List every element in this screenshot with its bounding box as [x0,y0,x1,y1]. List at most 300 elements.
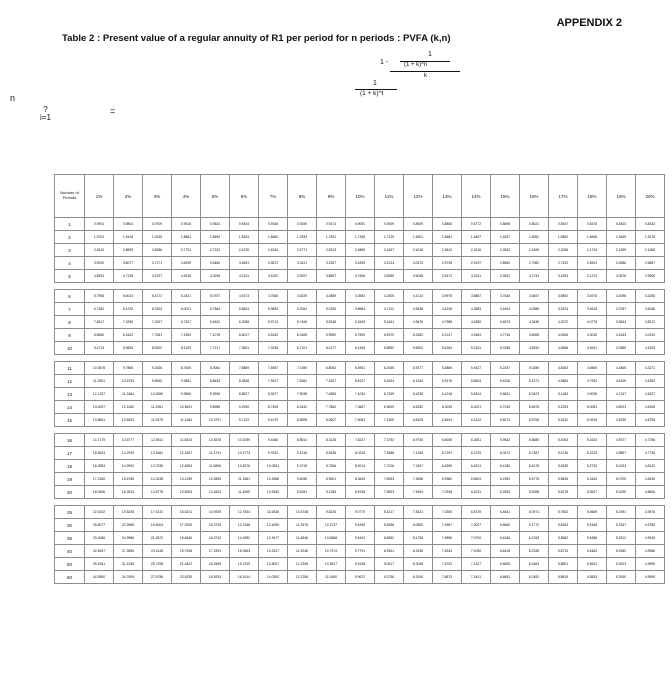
pvfa-value-cell: 14.4982 [230,532,259,545]
pvfa-value-cell: 5.0757 [201,290,230,303]
pvfa-value-cell: 5.7864 [201,303,230,316]
pvfa-value-cell: 8.8552 [375,532,404,545]
period-cell: 18 [55,460,85,473]
pvfa-value-cell: 6.1982 [491,473,520,486]
pvfa-value-cell: 8.9826 [114,342,143,355]
pvfa-value-cell: 4.4506 [549,329,578,342]
table-row [55,519,665,532]
pvfa-value-cell: 7.6752 [433,558,462,571]
pvfa-value-cell: 2.7232 [201,244,230,257]
pvfa-value-cell: 5.8294 [549,519,578,532]
pvfa-value-cell: 22.6235 [172,571,201,584]
pvfa-value-cell: 9.2950 [230,401,259,414]
pvfa-value-cell: 2.5771 [288,244,317,257]
pvfa-value-cell: 0.9804 [114,218,143,231]
pvfa-value-cell: 9.9856 [172,388,201,401]
pvfa-value-cell: 22.0232 [85,506,114,519]
pvfa-value-cell: 7.7217 [201,342,230,355]
pvfa-value-cell: 4.7716 [491,329,520,342]
pvfa-value-cell: 14.2919 [114,447,143,460]
pvfa-value-cell: 11.2741 [201,447,230,460]
pvfa-value-cell: 6.1218 [433,388,462,401]
pvfa-value-cell: 3.9020 [85,257,114,270]
pvfa-value-cell: 5.6014 [114,290,143,303]
table-row [55,447,665,460]
pvfa-value-cell: 9.0770 [346,506,375,519]
pvfa-value-cell: 18.0456 [85,486,114,499]
pvfa-value-cell: 5.2337 [491,362,520,375]
pvfa-value-cell: 8.7455 [259,401,288,414]
pvfa-value-cell: 9.4269 [346,519,375,532]
sum-fraction-denominator: (1 + k)^t [360,90,384,97]
pvfa-value-cell: 5.3527 [578,486,607,499]
table-row [55,375,665,388]
pvfa-value-cell: 5.1009 [607,486,636,499]
pvfa-value-cell: 11.4699 [230,486,259,499]
pvfa-value-cell: 6.9819 [375,401,404,414]
pvfa-value-cell: 18.2559 [201,558,230,571]
rate-header: 14% [462,175,491,218]
pvfa-value-cell: 5.5370 [375,329,404,342]
pvfa-value-cell: 3.8115 [578,303,607,316]
period-cell: 35 [55,532,85,545]
pvfa-value-cell: 4.6105 [607,375,636,388]
pvfa-value-cell: 6.8399 [433,460,462,473]
pvfa-value-cell: 1.5465 [607,231,636,244]
pvfa-value-cell: 4.4226 [433,303,462,316]
pvfa-value-cell: 4.9095 [578,388,607,401]
pvfa-value-cell: 7.1078 [201,329,230,342]
pvfa-value-cell: 0.8772 [462,218,491,231]
pvfa-value-cell: 4.4941 [578,342,607,355]
pvfa-value-cell: 4.1114 [404,290,433,303]
pvfa-value-cell: 3.6847 [520,290,549,303]
pvfa-value-cell: 4.9676 [404,316,433,329]
pvfa-value-cell: 5.7662 [549,506,578,519]
pvfa-value-cell: 2.2096 [549,244,578,257]
pvfa-value-cell: 7.4694 [404,486,433,499]
pvfa-value-cell: 11.0480 [317,571,346,584]
pvfa-value-cell: 5.0286 [520,362,549,375]
pvfa-value-cell: 6.7327 [172,316,201,329]
pvfa-value-cell: 7.1050 [462,545,491,558]
pvfa-value-cell: 7.9038 [288,388,317,401]
pvfa-value-cell: 4.9995 [636,558,665,571]
rate-header: 12% [404,175,433,218]
pvfa-value-cell: 6.6231 [462,486,491,499]
pvfa-value-cell: 3.8887 [462,290,491,303]
pvfa-value-cell: 6.2469 [288,329,317,342]
pvfa-value-cell: 4.8364 [549,362,578,375]
pvfa-value-cell: 5.6685 [520,434,549,447]
pvfa-value-cell: 4.2305 [375,290,404,303]
pvfa-value-cell: 6.4632 [201,316,230,329]
rate-header: 9% [317,175,346,218]
pvfa-value-cell: 7.5361 [288,375,317,388]
pvfa-value-cell: 1.5656 [578,231,607,244]
period-cell: 19 [55,473,85,486]
pvfa-value-cell: 7.0700 [462,532,491,545]
pvfa-value-cell: 4.9476 [636,506,665,519]
pvfa-value-cell: 4.0310 [636,329,665,342]
pvfa-value-cell: 4.9377 [607,434,636,447]
pvfa-value-cell: 9.9540 [143,375,172,388]
period-cell: 16 [55,434,85,447]
pvfa-value-cell: 12.6593 [172,460,201,473]
pvfa-value-cell: 6.7499 [375,388,404,401]
pvfa-value-cell: 5.0700 [607,473,636,486]
pvfa-value-cell: 6.1772 [520,519,549,532]
pvfa-value-cell: 5.3282 [404,329,433,342]
pvfa-value-cell: 2.4437 [375,244,404,257]
pvfa-value-cell: 5.5482 [578,545,607,558]
pvfa-value-cell: 4.4873 [491,316,520,329]
pvfa-value-cell: 5.8474 [491,414,520,427]
table-row [55,414,665,427]
pvfa-value-cell: 5.4527 [462,362,491,375]
pvfa-value-cell: 10.3356 [259,473,288,486]
sigma-lower-limit: i=1 [40,113,51,122]
pvfa-value-cell: 9.9148 [346,558,375,571]
pvfa-value-cell: 3.6299 [172,257,201,270]
pvfa-value-cell: 7.2497 [404,460,433,473]
pvfa-value-cell: 18.9293 [201,571,230,584]
pvfa-value-cell: 5.5824 [230,303,259,316]
pvfa-value-cell: 10.5753 [114,375,143,388]
pvfa-value-cell: 7.7861 [143,329,172,342]
pvfa-value-cell: 11.2578 [288,519,317,532]
pvfa-value-cell: 3.4651 [230,257,259,270]
pvfa-value-cell: 2.6386 [607,257,636,270]
pvfa-value-cell: 7.1607 [317,375,346,388]
pvfa-value-cell: 39.1961 [85,558,114,571]
pvfa-value-cell: 11.9246 [288,545,317,558]
pvfa-value-cell: 15.6221 [172,506,201,519]
pvfa-value-cell: 7.0197 [143,316,172,329]
pvfa-value-cell: 5.2223 [578,447,607,460]
pvfa-value-cell: 12.4622 [201,486,230,499]
period-cell: 9 [55,329,85,342]
period-cell: 10 [55,342,85,355]
pvfa-value-cell: 3.7845 [491,290,520,303]
period-header: Number of Periods [55,175,85,218]
pvfa-value-cell: 4.2072 [549,316,578,329]
pvfa-value-cell: 4.7135 [114,270,143,283]
pvfa-value-cell: 7.7862 [317,401,346,414]
pvfa-value-cell: 5.2582 [607,545,636,558]
pvfa-value-cell: 6.3729 [462,447,491,460]
pvfa-value-cell: 14.0392 [259,571,288,584]
pvfa-value-cell: 31.4236 [114,558,143,571]
pvfa-value-cell: 8.3126 [317,434,346,447]
formula-outer-denominator: k [424,73,427,79]
pvfa-value-cell: 5.9288 [520,486,549,499]
pvfa-value-cell: 25.8077 [85,519,114,532]
pvfa-value-cell: 2.7751 [172,244,201,257]
period-cell: 30 [55,519,85,532]
pvfa-value-cell: 17.1591 [201,545,230,558]
table-row [55,401,665,414]
pvfa-value-cell: 8.8633 [201,375,230,388]
pvfa-value-cell: 5.8424 [462,388,491,401]
pvfa-value-cell: 2.9745 [433,257,462,270]
pvfa-value-cell: 4.3389 [607,342,636,355]
pvfa-value-cell: 7.0248 [433,486,462,499]
sum-fraction [355,80,400,102]
pvfa-value-cell: 7.5488 [375,447,404,460]
pvfa-value-cell: 6.2065 [375,362,404,375]
pvfa-value-cell: 4.6560 [578,362,607,375]
pvfa-value-cell: 3.0576 [607,270,636,283]
pvfa-value-cell: 1.9135 [143,231,172,244]
pvfa-value-cell: 10.4773 [230,447,259,460]
pvfa-value-cell: 2.2459 [520,244,549,257]
pvfa-value-cell: 0.8929 [404,218,433,231]
pvfa-value-cell: 10.3797 [201,414,230,427]
pvfa-value-cell: 16.1614 [230,571,259,584]
pvfa-value-cell: 7.4869 [317,388,346,401]
pvfa-value-cell: 6.4951 [346,362,375,375]
period-cell: 14 [55,401,85,414]
pvfa-value-cell: 11.6546 [288,532,317,545]
pvfa-value-cell: 12.9477 [259,532,288,545]
pvfa-value-cell: 5.5168 [578,519,607,532]
pvfa-value-cell: 7.3667 [346,401,375,414]
pvfa-value-cell: 9.8986 [201,401,230,414]
pvfa-value-cell: 1.7833 [288,231,317,244]
pvfa-value-cell: 7.1196 [404,447,433,460]
pvfa-value-cell: 7.4353 [172,329,201,342]
pvfa-value-cell: 2.4869 [346,244,375,257]
pvfa-value-cell: 18.6646 [172,532,201,545]
pvfa-value-cell: 2.7432 [549,257,578,270]
pvfa-value-cell: 11.1184 [172,414,201,427]
period-cell: 7 [55,303,85,316]
pvfa-value-cell: 5.5339 [549,460,578,473]
pvfa-value-cell: 9.6442 [346,532,375,545]
pvfa-value-cell: 5.0330 [317,303,346,316]
pvfa-value-cell: 16.3742 [201,532,230,545]
pvfa-value-cell: 3.9224 [549,303,578,316]
pvfa-value-cell: 4.7122 [375,303,404,316]
pvfa-value-cell: 13.0037 [85,401,114,414]
pvfa-value-cell: 13.8651 [85,414,114,427]
rate-header: 2% [114,175,143,218]
pvfa-value-cell: 0.9524 [201,218,230,231]
pvfa-value-cell: 5.9952 [317,329,346,342]
pvfa-value-cell: 2.3216 [462,244,491,257]
pvfa-value-cell: 11.6523 [172,434,201,447]
pvfa-value-cell: 0.8621 [520,218,549,231]
table-row [55,316,665,329]
pvfa-value-cell: 1.6681 [433,231,462,244]
pvfa-value-cell: 27.3555 [114,545,143,558]
pvfa-value-cell: 5.9176 [433,375,462,388]
pvfa-value-cell: 9.7791 [346,545,375,558]
period-cell: 60 [55,571,85,584]
pvfa-value-cell: 10.5668 [317,532,346,545]
pvfa-value-cell: 3.4976 [578,290,607,303]
pvfa-value-cell: 8.5302 [143,342,172,355]
pvfa-value-cell: 4.9464 [462,329,491,342]
pvfa-value-cell: 5.6869 [433,362,462,375]
rate-header: 19% [607,175,636,218]
group-spacer-cell [55,499,665,506]
pvfa-value-cell: 8.3240 [404,571,433,584]
pvfa-value-cell: 2.6243 [259,244,288,257]
pvfa-value-cell: 2.5313 [317,244,346,257]
rate-header: 16% [520,175,549,218]
pvfa-value-cell: 2.3612 [433,244,462,257]
pvfa-value-cell: 8.9511 [375,545,404,558]
pvfa-value-cell: 12.4090 [259,519,288,532]
pvfa-value-cell: 3.5172 [433,270,462,283]
pvfa-value-cell: 3.1024 [375,257,404,270]
pvfa-value-cell: 12.1337 [85,388,114,401]
pvfa-value-cell: 3.2397 [317,257,346,270]
pvfa-value-cell: 4.5797 [143,270,172,283]
pvfa-value-cell: 3.0373 [404,257,433,270]
pvfa-value-cell: 12.0853 [201,473,230,486]
pvfa-value-cell: 1.6052 [520,231,549,244]
pvfa-value-cell: 8.3064 [201,362,230,375]
pvfa-value-cell: 8.0607 [317,414,346,427]
pvfa-value-cell: 5.7955 [85,290,114,303]
pvfa-value-cell: 0.9009 [375,218,404,231]
pvfa-value-cell: 23.1148 [143,545,172,558]
pvfa-value-cell: 29.4086 [85,532,114,545]
pvfa-value-cell: 5.8775 [520,473,549,486]
pvfa-value-cell: 5.7466 [288,316,317,329]
pvfa-value-cell: 15.6785 [114,473,143,486]
pvfa-value-cell: 6.1280 [491,460,520,473]
pvfa-value-cell: 5.7245 [491,401,520,414]
pvfa-value-cell: 1.8080 [259,231,288,244]
pvfa-value-cell: 3.3255 [636,290,665,303]
formula-inner-denominator: (1 + k)^n [404,62,428,68]
rate-header: 7% [259,175,288,218]
pvfa-value-cell: 1.8594 [201,231,230,244]
period-cell: 15 [55,414,85,427]
pvfa-value-cell: 1.6257 [491,231,520,244]
rate-header: 3% [143,175,172,218]
table-row [55,388,665,401]
pvfa-value-cell: 6.6418 [491,545,520,558]
period-cell: 12 [55,375,85,388]
pvfa-value-cell: 8.2014 [346,460,375,473]
pvfa-value-cell: 13.7648 [230,519,259,532]
pvfa-value-cell: 10.0591 [259,460,288,473]
pvfa-value-cell: 7.8869 [230,362,259,375]
pvfa-value-cell: 9.1079 [259,414,288,427]
pvfa-value-cell: 5.8801 [549,558,578,571]
pvfa-value-cell: 15.0463 [230,545,259,558]
pvfa-value-cell: 8.7605 [172,362,201,375]
pvfa-value-cell: 11.2961 [143,401,172,414]
pvfa-value-cell: 8.7556 [317,460,346,473]
pvfa-value-cell: 5.5755 [520,414,549,427]
pvfa-value-cell: 6.6166 [491,532,520,545]
pvfa-value-cell: 5.6603 [462,375,491,388]
pvfa-value-cell: 5.5845 [549,473,578,486]
pvfa-value-cell: 6.4624 [433,414,462,427]
pvfa-value-cell: 7.3601 [230,342,259,355]
pvfa-value-cell: 5.5831 [491,388,520,401]
pvfa-value-cell: 5.1971 [520,375,549,388]
pvfa-value-cell: 5.7487 [520,447,549,460]
group-spacer-cell [55,427,665,434]
pvfa-value-cell: 2.6730 [230,244,259,257]
pvfa-value-cell: 6.0021 [462,401,491,414]
pvfa-value-cell: 7.9633 [375,486,404,499]
pvfa-value-cell: 13.1339 [172,473,201,486]
pvfa-value-cell: 7.1327 [462,558,491,571]
rate-header: 6% [230,175,259,218]
table-row [55,486,665,499]
pvfa-value-cell: 4.3271 [636,362,665,375]
pvfa-value-cell: 11.6536 [259,506,288,519]
pvfa-value-cell: 13.5777 [114,434,143,447]
table-row [55,231,665,244]
pvfa-value-cell: 5.4053 [549,434,578,447]
pvfa-value-cell: 10.5631 [172,401,201,414]
pvfa-value-cell: 0.8547 [549,218,578,231]
pvfa-value-cell: 5.6278 [549,486,578,499]
table-row [55,460,665,473]
formula-one-minus: 1 - [380,59,389,66]
appendix-label: APPENDIX 2 [556,17,622,29]
pvfa-value-cell: 0.9091 [346,218,375,231]
pvfa-value-cell: 8.4217 [375,506,404,519]
pvfa-value-cell: 5.8582 [549,532,578,545]
pvfa-value-cell: 4.6389 [462,316,491,329]
pvfa-value-cell: 4.9884 [549,375,578,388]
pvfa-value-cell: 19.5235 [114,506,143,519]
pvfa-value-cell: 7.4957 [433,519,462,532]
pvfa-value-cell: 6.6039 [433,434,462,447]
table-row [55,244,665,257]
table-row [55,270,665,283]
pvfa-value-cell: 5.0081 [578,401,607,414]
period-cell: 11 [55,362,85,375]
table-body [55,218,665,584]
pvfa-value-cell: 6.6605 [491,558,520,571]
pvfa-value-cell: 7.8237 [346,434,375,447]
pvfa-value-cell: 14.7179 [85,434,114,447]
pvfa-value-cell: 0.8850 [433,218,462,231]
table-row [55,571,665,584]
pvfa-value-cell: 12.5611 [143,434,172,447]
pvfa-value-cell: 7.6344 [433,545,462,558]
pvfa-value-cell: 3.9927 [288,270,317,283]
pvfa-value-cell: 6.1944 [404,375,433,388]
pvfa-value-cell: 8.1755 [404,532,433,545]
pvfa-value-cell: 6.5504 [462,473,491,486]
pvfa-value-cell: 3.8897 [317,270,346,283]
pvfa-value-cell: 17.4131 [143,506,172,519]
rate-header: 17% [549,175,578,218]
pvfa-value-cell: 6.6282 [404,401,433,414]
table-row [55,545,665,558]
table-row [55,532,665,545]
pvfa-value-cell: 5.2161 [462,342,491,355]
pvfa-value-cell: 10.3676 [85,362,114,375]
pvfa-value-cell: 8.1622 [114,329,143,342]
pvfa-value-cell: 9.7868 [114,362,143,375]
pvfa-value-cell: 1.7125 [375,231,404,244]
pvfa-value-cell: 3.3872 [259,257,288,270]
rate-header: 13% [433,175,462,218]
